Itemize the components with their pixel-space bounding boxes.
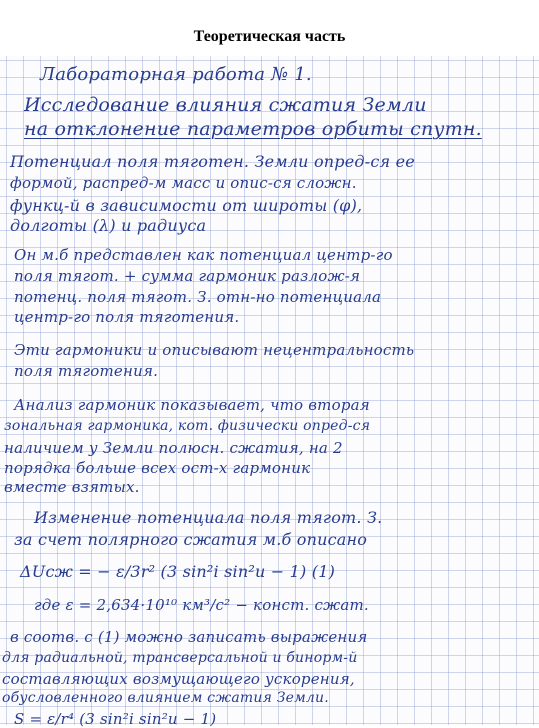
text-line: Потенциал поля тяготен. Земли опред-ся ее <box>10 152 415 171</box>
page-title: Теоретическая часть <box>193 28 346 45</box>
text-line: поля тягот. + сумма гармоник разлож-я <box>14 267 361 285</box>
text-line: Он м.б представлен как потенциал центр-го <box>14 246 393 264</box>
text-line: за счет полярного сжатия м.б описано <box>14 530 368 549</box>
topic-line: на отклонение параметров орбиты спутн. <box>24 118 482 140</box>
text-line: Изменение потенциала поля тягот. З. <box>34 508 383 527</box>
text-line: Анализ гармоник показывает, что вторая <box>14 396 370 414</box>
text-line: порядка больше всех ост-х гармоник <box>4 459 311 477</box>
text-line: Эти гармоники и описывают нецентральность <box>14 341 415 359</box>
text-line: вместе взятых. <box>4 478 140 496</box>
text-line: для радиальной, трансверсальной и бинорм-й <box>2 650 358 666</box>
text-line: составляющих возмущающего ускорения, <box>2 670 355 688</box>
notebook-page <box>0 56 539 728</box>
text-line: центр-го поля тяготения. <box>14 308 240 326</box>
topic-line: Исследование влияния сжатия Земли <box>24 94 427 116</box>
text-line: потенц. поля тягот. З. отн-но потенциала <box>14 288 382 306</box>
text-line: поля тяготения. <box>14 362 159 380</box>
text-line: функц-й в зависимости от широты (φ), <box>10 196 363 215</box>
text-line: где ε = 2,634·10¹⁰ км³/с² − конст. сжат. <box>34 596 369 614</box>
formula-delta-u: ΔUсж = − ε/3r² (3 sin²i sin²u − 1) (1) <box>20 562 336 581</box>
text-line: обусловленного влиянием сжатия Земли. <box>2 690 329 706</box>
text-line: формой, распред-м масс и опис-ся сложн. <box>10 174 357 192</box>
lab-work-heading: Лабораторная работа № 1. <box>40 64 312 85</box>
text-line: зональная гармоника, кот. физически опред-ся <box>4 418 371 434</box>
formula-s: S = ε/r⁴ (3 sin²i sin²u − 1) <box>14 710 217 728</box>
text-line: в соотв. с (1) можно записать выражения <box>10 628 368 646</box>
text-line: долготы (λ) и радиуса <box>10 216 207 235</box>
text-line: наличием у Земли полюсн. сжатия, на 2 <box>4 439 343 457</box>
